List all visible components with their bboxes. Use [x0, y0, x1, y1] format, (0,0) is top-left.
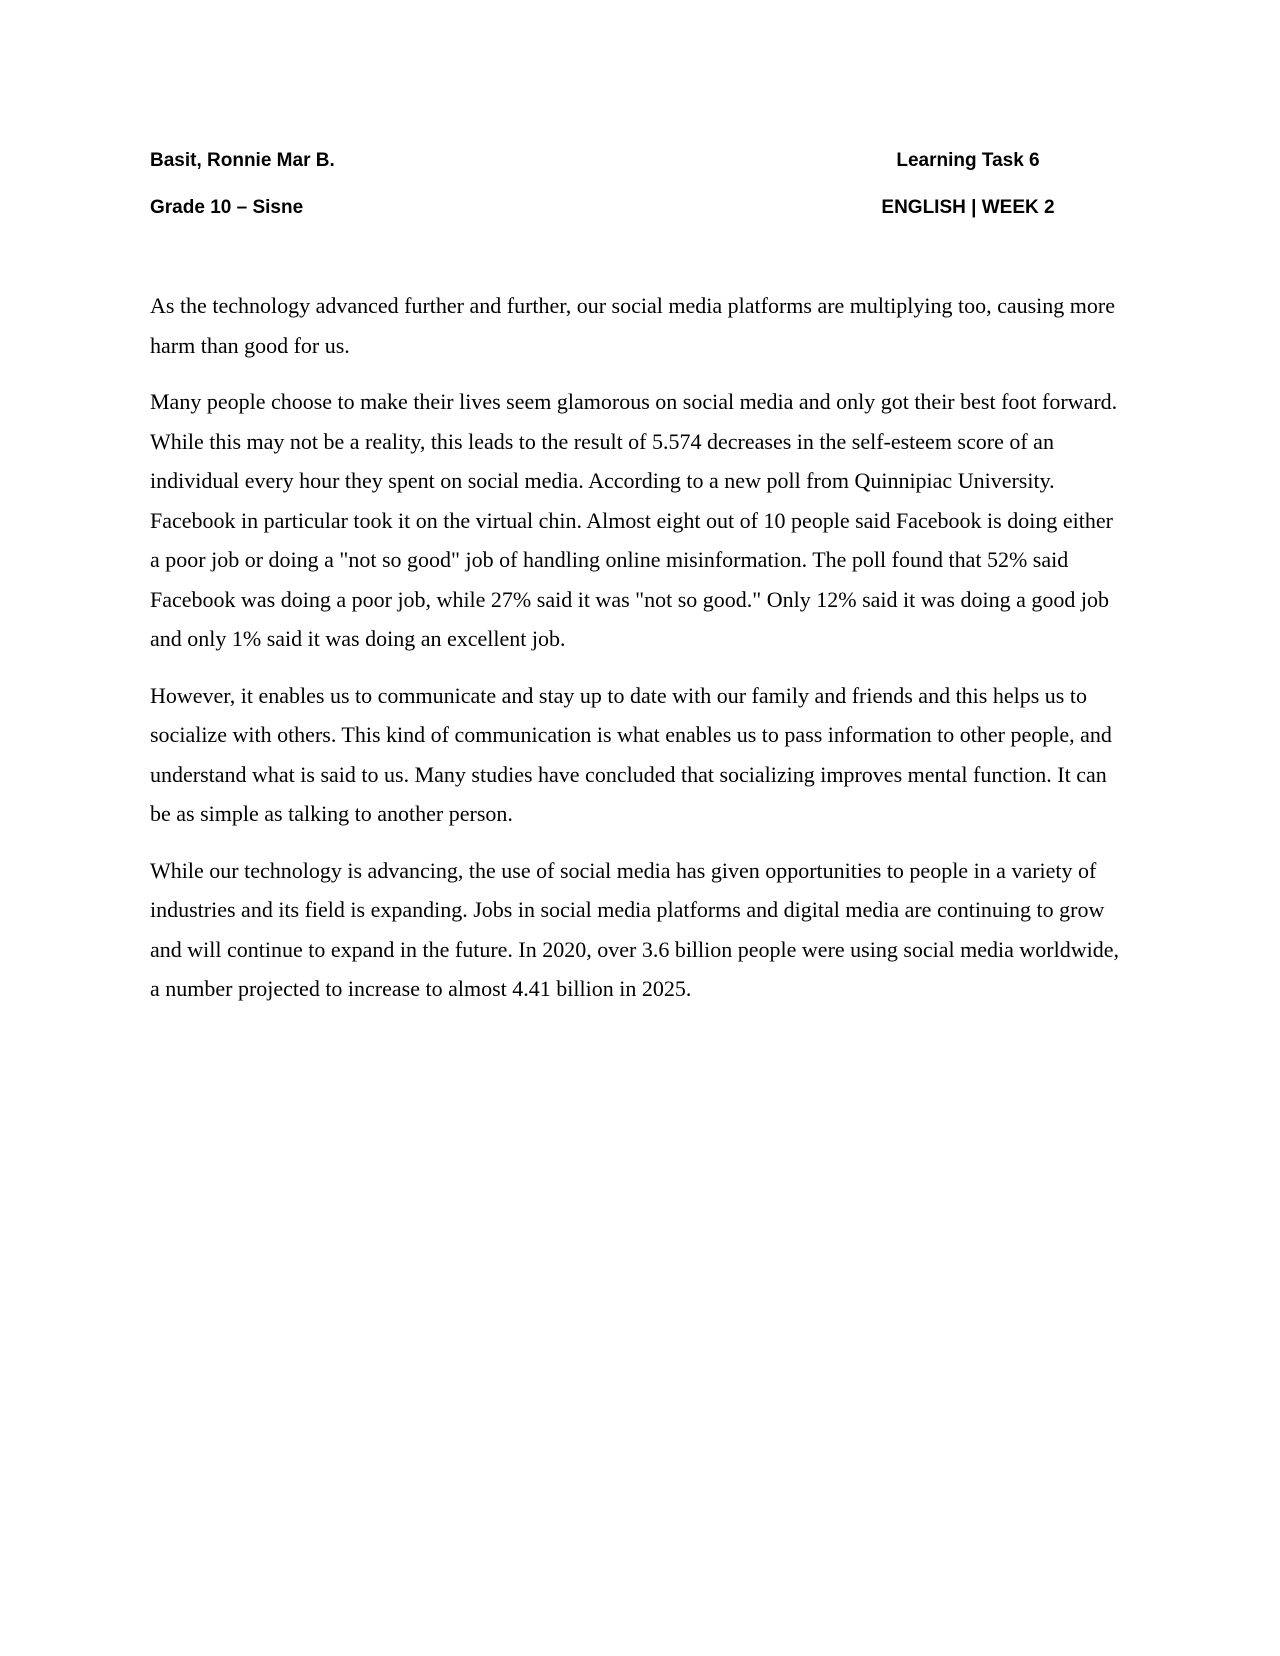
essay-body — [150, 286, 1125, 1026]
essay-paragraph-4: While our technology is advancing, the use of social media has given opportunities to people in a variety of industries and its field is expanding. Jobs in social media platforms and digital media are continuing to grow and will continue to expand in the future. In 2020, over 3.6 billion people were using social media worldwide, a number projected to increase to almost 4.41 billion in 2025. — [150, 857, 1119, 1001]
header-row-1 — [150, 150, 1125, 197]
grade-section: Grade 10 – Sisne — [150, 197, 304, 218]
task-title: Learning Task 6 — [896, 150, 1040, 171]
essay-paragraph-3: However, it enables us to communicate and stay up to date with our family and friends and this helps us to socialize with others. This kind of communication is what enables us to pass information to other people, and understand what is said to us. Many studies have concluded that socializing improves mental function. It can be as simple as talking to another person. — [150, 682, 1112, 826]
subject-week: ENGLISH | WEEK 2 — [881, 197, 1055, 218]
header-row-2 — [150, 197, 1125, 244]
essay-paragraph-2: Many people choose to make their lives seem glamorous on social media and only got their best foot forward. While this may not be a reality, this leads to the result of 5.574 decreases in the self-esteem score of an individual every hour they spent on social media. According to a new poll from Quinnipiac University. Facebook in particular took it on the virtual chin. Almost eight out of 10 people said Facebook is doing either a poor job or doing a "not so good" job of handling online misinformation. The poll found that 52% said Facebook was doing a poor job, while 27% said it was "not so good." Only 12% said it was doing a good job and only 1% said it was doing an excellent job. — [150, 389, 1118, 651]
document-header — [150, 150, 1125, 244]
essay-paragraph-1: As the technology advanced further and further, our social media platforms are multiplying too, causing more harm than good for us. — [150, 293, 1115, 358]
student-name: Basit, Ronnie Mar B. — [150, 150, 335, 171]
